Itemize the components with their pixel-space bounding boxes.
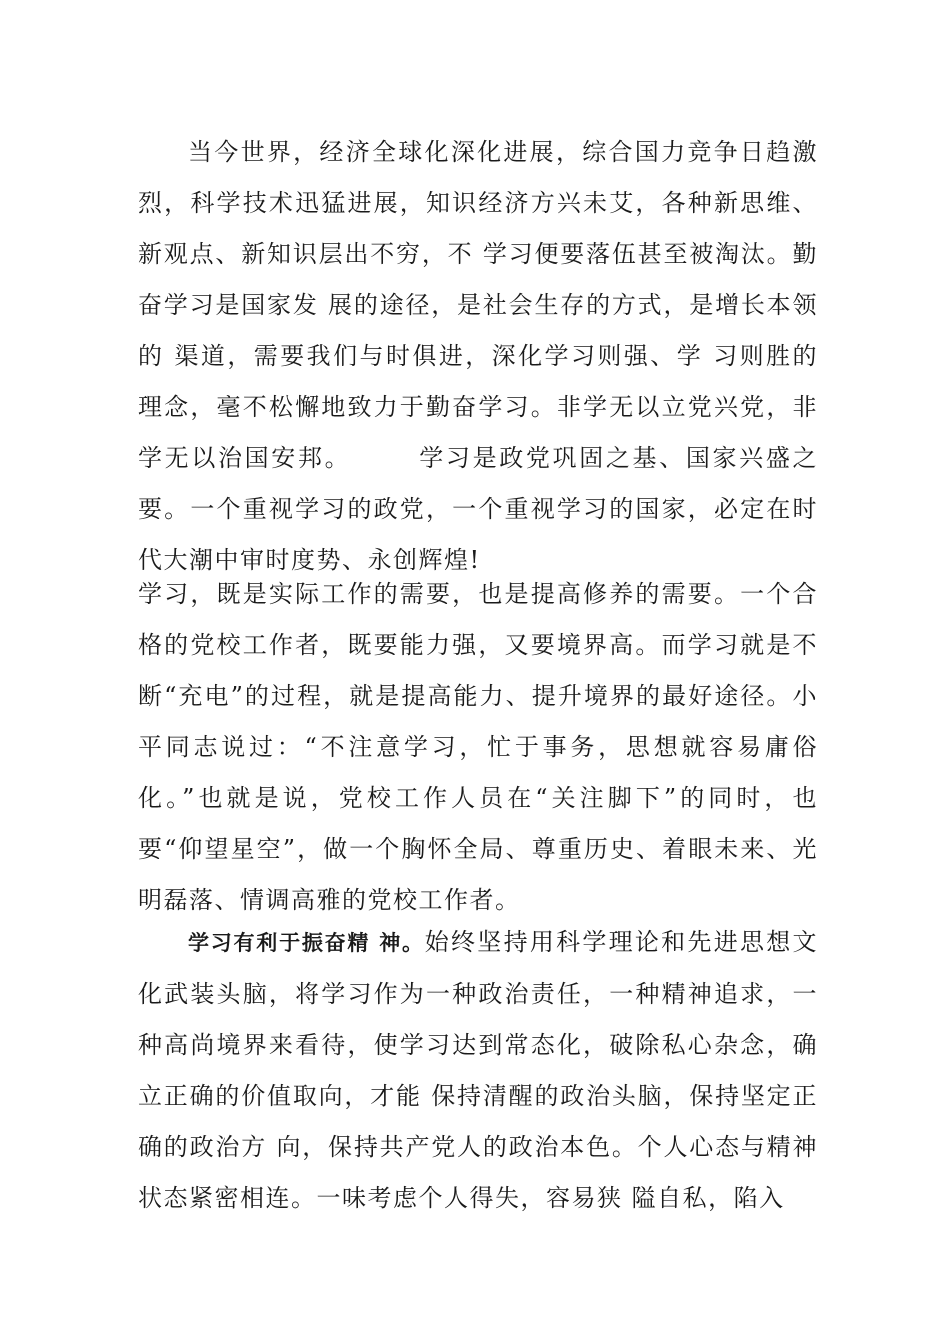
paragraph-3-body: 始终坚持用科学理论和先进思想文化武装头脑，将学习作为一种政治责任，一种精神追求，一种高尚境界来看待，使学习达到常态化，破除私心杂念，确立正确的价值取向，才能 保持清醒的政治头脑，保持坚定正确的政治方 向，保持共产党人的政治本色。个人心态与精神状态紧密相连。一味考虑个人得失，容易狭 隘自私，陷入 — [138, 928, 819, 1212]
paragraph-1-block — [138, 127, 818, 586]
paragraph-3-block — [138, 917, 818, 1224]
paragraph-3-lead: 学习有利于振奋精 神。 — [188, 931, 425, 955]
paragraph-2: 学习，既是实际工作的需要，也是提高修养的需要。一个合格的党校工作者，既要能力强，又要境界高。而学习就是不断“充电”的过程，就是提高能力、提升境界的最好途径。小平同志说过：“不注意学习，忙于事务，思想就容易庸俗化。”也就是说，党校工作人员在“关注脚下”的同时，也要“仰望星空”，做一个胸怀全局、尊重历史、着眼未来、光明磊落、情调高雅的党校工作者。 — [138, 580, 818, 914]
paragraph-1: 当今世界，经济全球化深化进展，综合国力竞争日趋激烈，科学技术迅猛进展，知识经济方兴未艾，各种新思维、新观点、新知识层出不穷，不 学习便要落伍甚至被淘汰。勤奋学习是国家发 展的途径，是社会生存的方式，是增长本领的 渠道，需要我们与时俱进，深化学习则强、学 习则胜的理念，毫不松懈地致力于勤奋学习。非学无以立党兴党，非学无以治国安邦。 学习是政党巩固之基、国家兴盛之要。一个重视学习的政党，一个重视学习的国家，必定在时代大潮中审时度势、永创辉煌! — [138, 138, 818, 574]
paragraph-2-block — [138, 569, 818, 926]
paragraph-3 — [138, 917, 818, 1224]
